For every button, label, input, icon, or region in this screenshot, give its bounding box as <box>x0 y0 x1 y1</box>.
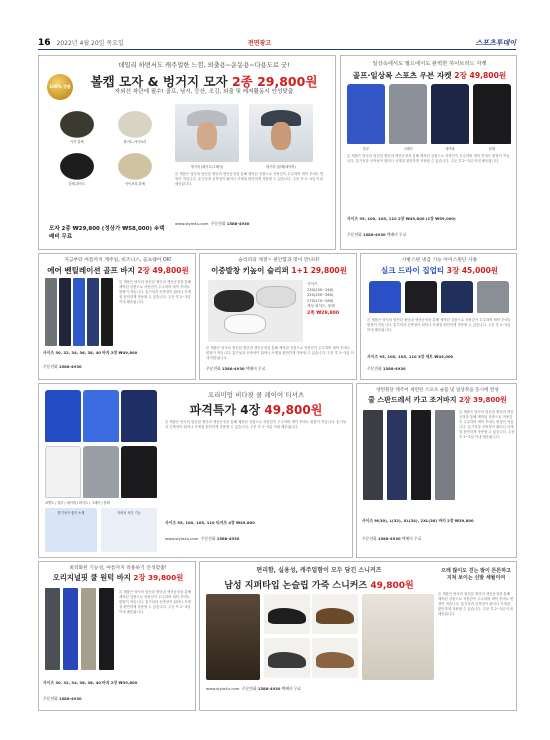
cap-label: 카키-블랙 <box>70 140 84 144</box>
ad-headline: 슬리퍼의 계절~ 편안함과 멋이 만나다! <box>238 258 320 263</box>
jogger-image <box>363 410 383 500</box>
ad-title-main: 에어 벤틸레이션 골프 바지 <box>47 266 135 275</box>
badge-text: 100% 정품 <box>49 84 71 89</box>
bucket-hat-model-photo-1 <box>175 104 239 162</box>
ad-body-text: 본 제품은 당사의 엄선된 원단과 생산공정을 통해 제작된 상품으로 착용감이 우수하며 세탁 후에도 변형이 적습니다. 통기성과 신축성이 뛰어나 사계절 편안하게 착용할 수 있습니다. 주문 후 2~3일 이내 배송됩니다. <box>165 420 347 429</box>
ad-jogger-pants <box>356 383 517 558</box>
order-web: www.style4u.com <box>206 686 240 691</box>
outdoor-pants-image <box>99 588 114 670</box>
delivery-note: 택배비 무료 <box>245 366 266 371</box>
jacket-grey-image <box>389 84 427 144</box>
order-phone-label: 주문전화 <box>367 366 382 371</box>
jacket-navy-image <box>431 84 469 144</box>
ad-body-text: 본 제품은 당사의 엄선된 원단과 생산공정을 통해 제작된 상품으로 착용감이 우수하며 세탁 후에도 변형이 적습니다. 통기성과 신축성이 뛰어나 사계절 편안하게 착용할 수 있습니다. 주문 후 2~3일 이내 배송됩니다. <box>119 280 191 304</box>
hat-label: 벙거지 (화이트/그레이) <box>190 165 224 169</box>
ad-title <box>203 265 355 276</box>
ad-headline: 편리함, 실용성, 캐주얼함이 모두 담긴 스니커즈 <box>256 567 382 574</box>
ad-title-price: 49,800원 <box>264 403 323 417</box>
order-phone: 1588-4930 <box>382 366 406 371</box>
jacket-black-image <box>473 84 511 144</box>
sneaker-image <box>264 638 310 678</box>
hat-label: 벙거지 (블랙/네이비) <box>266 165 296 169</box>
jacket-blue-image <box>347 84 385 144</box>
ad-title-main: 남성 지퍼타입 논슬립 가죽 스니커즈 <box>224 581 368 591</box>
order-info <box>43 696 193 702</box>
ad-title <box>42 265 194 276</box>
order-info <box>206 366 354 372</box>
cap-black-white-image <box>51 146 103 180</box>
jogger-image <box>411 410 431 500</box>
ad-title-price: 2장 39,800원 <box>133 573 184 582</box>
ad-headline: 양면원단 캐주어 세련된 스포츠 슬롭 및 일상복을 동시에 완성 <box>376 388 499 393</box>
page-header <box>38 36 516 50</box>
tee-grey-image <box>83 446 119 498</box>
delivery-note: 택배비 무료 <box>401 536 422 541</box>
ad-title-main: 파격특가 4장 <box>189 403 261 417</box>
ad-title-main: 실크 드라이 집업티 <box>380 266 445 275</box>
order-phone: 1588-4930 <box>221 366 245 371</box>
ad-title-price: 1+1 29,800원 <box>291 266 347 275</box>
ad-outdoor-pants <box>38 561 196 711</box>
order-phone: 1588-4930 <box>257 686 281 691</box>
detail-label: 자외선 차단 기능 <box>117 511 141 515</box>
ad-title-price: 2장 49,800원 <box>454 71 507 80</box>
section-label: 전면광고 <box>248 40 272 47</box>
ad-body-text: 본 제품은 당사의 엄선된 원단과 생산공정을 통해 제작된 상품으로 착용감이 우수하며 세탁 후에도 변형이 적습니다. 통기성과 신축성이 뛰어나 사계절 편안하게 착용할 수 있습니다. 주문 후 2~3일 이내 배송됩니다. <box>119 590 191 614</box>
ad-title <box>364 265 515 276</box>
ad-woven-jacket <box>340 55 517 250</box>
ad-title-main: 이중발창 키높이 슬리퍼 <box>211 266 289 275</box>
cap-label: 블랙-화이트 <box>68 182 86 186</box>
ad-title-price: 2장 49,800원 <box>137 266 189 275</box>
shirt-image <box>405 281 437 313</box>
cap-khaki-black-image <box>51 104 103 138</box>
order-phone-label: 주문전화 <box>206 366 221 371</box>
ad-headline: 최적화된 기능성, 여름까지 착용하기 안성맞춤! <box>69 566 167 571</box>
order-info <box>362 536 514 542</box>
newspaper-brand: 스포츠투데이 <box>475 38 516 47</box>
ad-title-price: 2장 39,800원 <box>459 396 507 404</box>
delivery-note: 택배비 무료 <box>281 686 302 691</box>
order-phone-label: 주문전화 <box>200 536 216 541</box>
order-info <box>43 364 193 370</box>
cap-white-ivory-image <box>109 104 161 138</box>
color-label: 네이비 <box>445 147 455 151</box>
order-info <box>367 366 514 372</box>
tee-black-image <box>121 446 157 498</box>
detail-label: 통기성이 좋은 소재 <box>57 511 85 515</box>
color-label: 그레이 <box>403 147 413 151</box>
ad-slippers <box>199 253 357 380</box>
order-phone-label: 주문전화 <box>362 536 377 541</box>
sneaker-image <box>312 594 358 634</box>
ad-headline: 일상속에서도 필드에서도 완벽한 하이브리드 자켓 <box>372 61 487 67</box>
color-list: 코발트 / 블루 / 네이비 / 화이트 / 그레이 / 블랙 <box>45 501 110 505</box>
sneaker-image <box>264 594 310 634</box>
ad-title-main: 쿨 스판드레서 카고 조거바지 <box>368 396 457 404</box>
slipper-size-list <box>307 282 355 317</box>
outdoor-pants-image <box>45 588 60 670</box>
order-phone-label: 주문전화 <box>241 686 257 691</box>
shirt-image <box>477 281 509 313</box>
order-phone: 1588-4930 <box>58 364 82 369</box>
ad-price-line: 모자 2종 ₩29,800 (정상가 ₩58,000) ※택배비 무료 <box>49 226 165 240</box>
ad-price-line: 사이즈 95, 100, 105, 110 티셔츠 4장 ₩49,800 <box>165 520 255 525</box>
sneaker-model-photo <box>362 594 434 680</box>
sneaker-image <box>312 638 358 678</box>
ad-sizes: 사이즈 30, 32, 34, 36, 38, 40 바지 2장 ₩49,800 <box>43 350 138 355</box>
ad-title <box>79 72 329 90</box>
color-label: 블랙 <box>488 147 496 151</box>
order-info <box>206 686 512 692</box>
size-line: 색상 화이트, 블랙 <box>307 304 335 309</box>
cap-ivory-black-image <box>109 146 161 180</box>
page-number: 16 <box>38 37 51 48</box>
ad-body-text: 본 제품은 당사의 엄선된 원단과 생산공정을 통해 제작된 상품으로 착용감이 우수하며 세탁 후에도 변형이 적습니다. 통기성과 신축성이 뛰어나 사계절 편안하게 착용할 수 있습니다. 주문 후 2~3일 이내 배송됩니다. <box>367 318 511 332</box>
ad-sizes: 사이즈 95, 100, 105, 110 3장 세트 ₩45,000 <box>367 354 454 359</box>
tee-navy-image <box>121 390 157 442</box>
ad-silk-shirts <box>360 253 517 380</box>
cap-label: 아이보리-블랙 <box>125 182 145 186</box>
ad-title-main: 볼캡 모자 & 벙거지 모자 <box>90 74 228 89</box>
ad-caps-hats <box>38 55 336 250</box>
pants-image <box>45 278 57 346</box>
sneaker-worn-photo <box>206 594 260 680</box>
order-phone: 1588-4930 <box>226 221 250 226</box>
ad-title-price: 2종 29,800원 <box>231 74 318 89</box>
slippers-image <box>208 280 303 342</box>
pants-image <box>73 278 85 346</box>
tee-cobalt-image <box>45 390 81 442</box>
side-note: 으레 많이도 걷는 발이 튼튼하고 지쳐 보이는 신발 세월이여 <box>441 568 511 581</box>
order-phone-label: 주문전화 <box>347 232 362 237</box>
ad-title-main: 오리지널핏 쿨 원턱 바지 <box>52 573 131 582</box>
ad-cool-tees <box>38 383 353 558</box>
tee-blue-image <box>83 390 119 442</box>
order-phone-label: 주문전화 <box>210 221 226 226</box>
genuine-badge <box>47 74 73 100</box>
ad-title <box>42 573 194 583</box>
pants-image <box>87 278 99 346</box>
shirt-image <box>441 281 473 313</box>
ad-body-text: 본 제품은 당사의 엄선된 원단과 생산공정을 통해 제작된 상품으로 착용감이 우수하며 세탁 후에도 변형이 적습니다. 통기성과 신축성이 뛰어나 사계절 편안하게 착용할 수 있습니다. 주문 후 2~3일 이내 배송됩니다. <box>438 592 514 616</box>
order-phone-label: 주문전화 <box>43 696 58 701</box>
ad-golf-pants <box>38 253 196 380</box>
pants-image <box>59 278 71 346</box>
order-info <box>347 232 512 238</box>
ad-title <box>360 395 515 405</box>
tee-white-image <box>45 446 81 498</box>
cap-label: 화이트-아이보리 <box>123 140 147 144</box>
ad-title <box>163 401 349 418</box>
ad-title <box>345 70 514 81</box>
ad-body-text: 본 제품은 당사의 엄선된 원단과 생산공정을 통해 제작된 상품으로 착용감이 우수하며 세탁 후에도 변형이 적습니다. 통기성과 신축성이 뛰어나 사계절 편안하게 착용할 수 있습니다. 주문 후 2~3일 이내 배송됩니다. <box>347 154 510 163</box>
ad-sneakers <box>199 561 517 711</box>
size-line: 사이즈 <box>307 282 318 286</box>
order-phone-label: 주문전화 <box>43 364 58 369</box>
bucket-hat-model-photo-2 <box>249 104 313 162</box>
slipper-price-tag: 2족 ₩29,800 <box>307 310 340 316</box>
jogger-image <box>435 410 455 500</box>
ad-title-price: 3장 45,000원 <box>446 266 499 275</box>
size-line: 230(230~240) <box>307 287 334 292</box>
color-label: 블루 <box>362 147 370 151</box>
size-line: 250(250~260) <box>307 293 334 298</box>
ad-headline: 지금부터 여름까지 계주일, 비즈니스, 골프웨어 OK! <box>64 258 172 263</box>
order-phone: 1588-4930 <box>58 696 82 701</box>
order-phone: 1588-4930 <box>216 536 240 541</box>
order-info <box>165 536 349 542</box>
order-web: www.style4u.com <box>165 536 199 541</box>
ad-title-main: 골프·일상복 스포츠 우븐 자켓 <box>352 71 452 80</box>
ad-title <box>204 578 434 591</box>
order-phone: 1588-4930 <box>362 232 386 237</box>
ad-subline: 자외선 차단에 필수! 골프, 낚시, 등산, 조깅, 외출 및 레저활동시 안성맞춤 <box>114 89 294 95</box>
ad-sizes: 사이즈 30, 32, 34, 36, 38, 40 바지 2장 ₩39,800 <box>43 680 138 685</box>
pants-image <box>101 278 113 346</box>
shirt-image <box>369 281 401 313</box>
delivery-note: 택배비 무료 <box>386 232 407 237</box>
jogger-image <box>387 410 407 500</box>
order-info <box>175 221 330 227</box>
ad-body-text: 본 제품은 당사의 엄선된 원단과 생산공정을 통해 제작된 상품으로 착용감이 우수하며 세탁 후에도 변형이 적습니다. 통기성과 신축성이 뛰어나 사계절 편안하게 착용할 수 있습니다. 주문 후 2~3일 이내 배송됩니다. <box>175 172 324 186</box>
order-web: www.style4u.com <box>175 221 209 226</box>
ad-body-text: 본 제품은 당사의 엄선된 원단과 생산공정을 통해 제작된 상품으로 착용감이 우수하며 세탁 후에도 변형이 적습니다. 통기성과 신축성이 뛰어나 사계절 편안하게 착용할 수 있습니다. 주문 후 2~3일 이내 배송됩니다. <box>206 346 354 360</box>
ad-headline: 프리미엄 비다핏 쿨 레이어 티셔츠 <box>207 391 305 399</box>
issue-date: 2022년 4월 20일 목요일 <box>56 40 124 47</box>
outdoor-pants-image <box>63 588 78 670</box>
ad-title-price: 49,800원 <box>370 581 414 591</box>
order-phone: 1588-4930 <box>377 536 401 541</box>
ad-headline: 데일리 하면서도 캐주얼한 느낌, 외출용~운동용~다용도로 굿! <box>118 62 290 69</box>
outdoor-pants-image <box>81 588 96 670</box>
ad-price-line: 사이즈 95, 100, 105, 110 2장 ₩49,800 (1장 ₩59,000) <box>347 216 456 221</box>
ad-headline: 사방스판 냉감 기능 아이스원단 사용 <box>401 258 478 263</box>
size-line: 270(270~280) <box>307 298 334 303</box>
ad-sizes: 사이즈 M(30), L(32), XL(34), 2XL(36) 바지 2장 ₩39,800 <box>362 518 474 523</box>
ad-body-text: 본 제품은 당사의 엄선된 원단과 생산공정을 통해 제작된 상품으로 착용감이 우수하며 세탁 후에도 변형이 적습니다. 통기성과 신축성이 뛰어나 사계절 편안하게 착용할 수 있습니다. 주문 후 2~3일 이내 배송됩니다. <box>459 410 515 439</box>
